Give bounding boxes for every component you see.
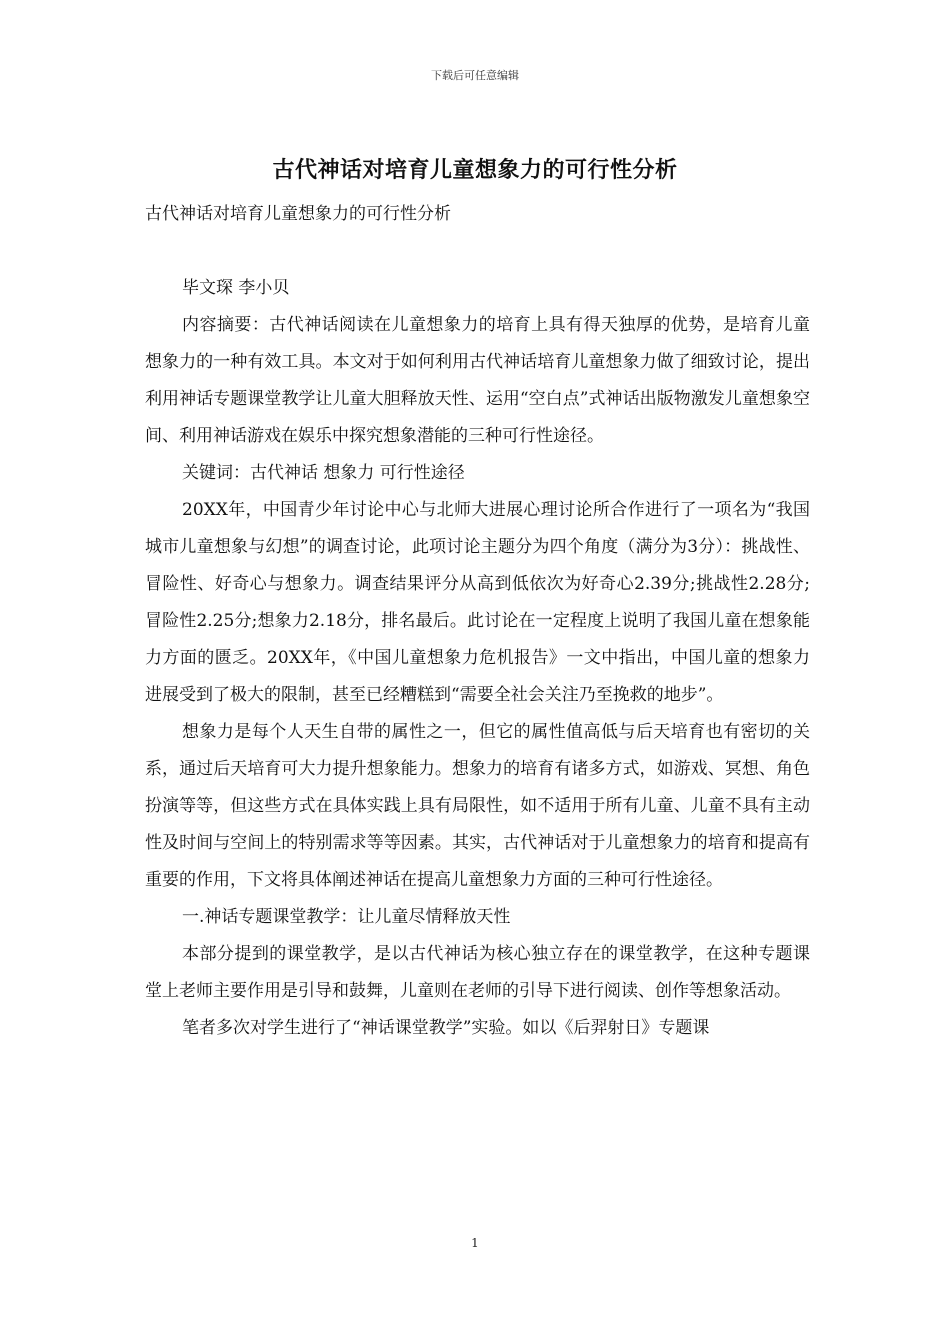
body-paragraph: 笔者多次对学生进行了“神话课堂教学”实验。如以《后羿射日》专题课 xyxy=(182,1018,710,1038)
page-number: 1 xyxy=(471,1236,479,1250)
body-paragraph: 本部分提到的课堂教学，是以古代神话为核心独立存在的课堂教学，在这种专题课堂上老师主要作用是引导和鼓舞，儿童则在老师的引导下进行阅读、创作等想象活动。 xyxy=(145,944,810,1001)
document-body xyxy=(145,196,810,1047)
document-title: 古代神话对培育儿童想象力的可行性分析 xyxy=(272,158,678,183)
body-paragraph: 20XX年，中国青少年讨论中心与北师大进展心理讨论所合作进行了一项名为“我国城市儿童想象与幻想”的调查讨论，此项讨论主题分为四个角度（满分为3分）：挑战性、冒险性、好奇心与想象力。调查结果评分从高到低依次为好奇心2.39分;挑战性2.28分;冒险性2.25分;想象力2.18分，排名最后。此讨论在一定程度上说明了我国儿童在想象能力方面的匮乏。20XX年，《中国儿童想象力危机报告》一文中指出，中国儿童的想象力进展受到了极大的限制，甚至已经糟糕到“需要全社会关注乃至挽救的地步”。 xyxy=(145,500,810,705)
body-paragraph: 想象力是每个人天生自带的属性之一，但它的属性值高低与后天培育也有密切的关系，通过后天培育可大力提升想象能力。想象力的培育有诸多方式，如游戏、冥想、角色扮演等等，但这些方式在具体实践上具有局限性，如不适用于所有儿童、儿童不具有主动性及时间与空间上的特别需求等等因素。其实，古代神话对于儿童想象力的培育和提高有重要的作用，下文将具体阐述神话在提高儿童想象力方面的三种可行性途径。 xyxy=(145,722,810,890)
keywords-paragraph: 关键词：古代神话 想象力 可行性途径 xyxy=(182,463,465,483)
section-heading: 一.神话专题课堂教学：让儿童尽情释放天性 xyxy=(182,907,511,927)
document-subtitle: 古代神话对培育儿童想象力的可行性分析 xyxy=(145,204,451,224)
authors: 毕文琛 李小贝 xyxy=(182,278,290,298)
blank-line xyxy=(145,233,810,270)
header-note: 下载后可任意编辑 xyxy=(431,69,519,82)
abstract-paragraph: 内容摘要：古代神话阅读在儿童想象力的培育上具有得天独厚的优势，是培育儿童想象力的一种有效工具。本文对于如何利用古代神话培育儿童想象力做了细致讨论，提出利用神话专题课堂教学让儿童大胆释放天性、运用“空白点”式神话出版物激发儿童想象空间、利用神话游戏在娱乐中探究想象潜能的三种可行性途径。 xyxy=(145,315,810,446)
